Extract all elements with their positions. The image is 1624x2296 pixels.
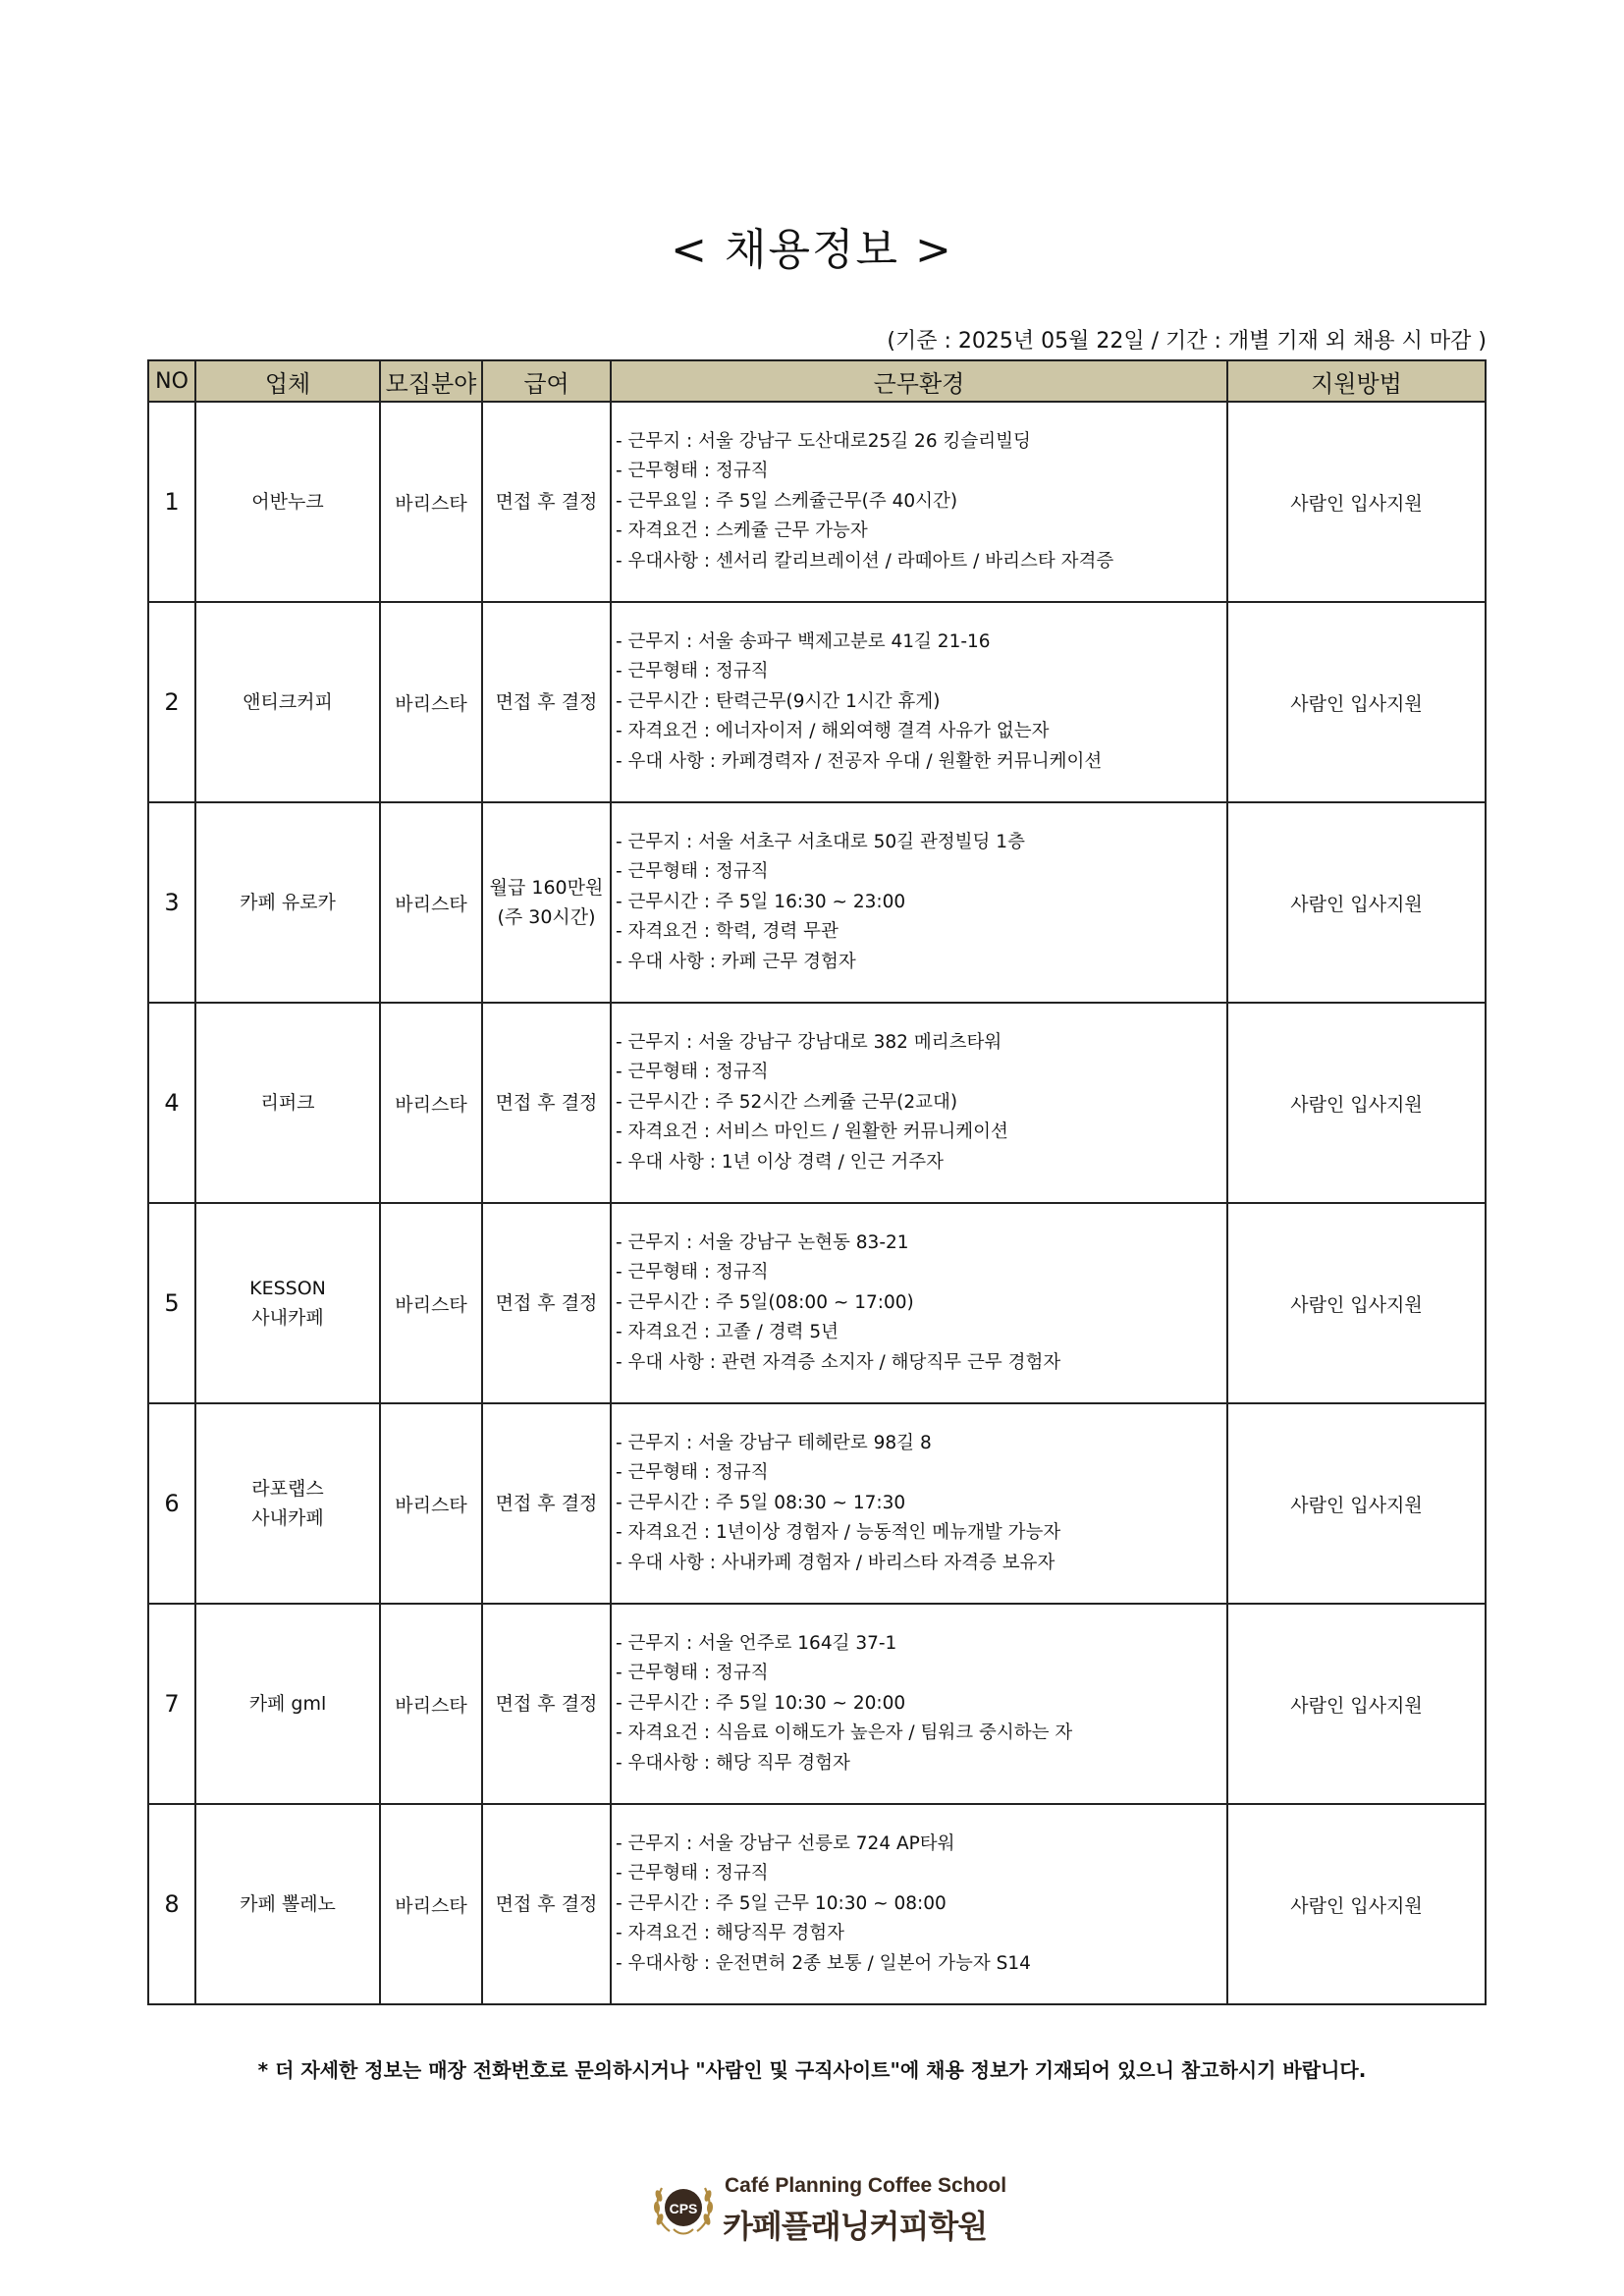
logo-name-en: Café Planning Coffee School — [725, 2174, 1007, 2197]
env-line: - 근무형태 : 정규직 — [616, 861, 769, 883]
salary — [482, 802, 611, 1003]
salary-line: 면접 후 결정 — [495, 491, 598, 513]
company-name — [195, 1804, 380, 2004]
recruit-field: 바리스타 — [380, 602, 482, 802]
apply-method: 사람인 입사지원 — [1227, 1604, 1486, 1804]
env-line: - 근무지 : 서울 서초구 서초대로 50길 관정빌딩 1층 — [616, 831, 1025, 852]
env-line: - 우대사항 : 운전면허 2종 보통 / 일본어 가능자 S14 — [616, 1952, 1031, 1974]
company-name-line: 사내카페 — [251, 1507, 324, 1529]
row-number: 4 — [148, 1003, 195, 1203]
work-environment — [611, 1003, 1227, 1203]
salary — [482, 1403, 611, 1604]
recruit-field: 바리스타 — [380, 802, 482, 1003]
company-name-line: 카페 gml — [248, 1693, 327, 1715]
env-line: - 우대사항 : 센서리 칼리브레이션 / 라떼아트 / 바리스타 자격증 — [616, 550, 1114, 572]
salary — [482, 1804, 611, 2004]
salary — [482, 402, 611, 602]
company-name — [195, 1403, 380, 1604]
salary-line: 면접 후 결정 — [495, 1693, 598, 1715]
company-name-line: 사내카페 — [251, 1307, 324, 1329]
work-environment — [611, 1604, 1227, 1804]
company-name — [195, 802, 380, 1003]
row-number: 6 — [148, 1403, 195, 1604]
salary-line: 면접 후 결정 — [495, 1893, 598, 1915]
col-header-company: 업체 — [195, 360, 380, 402]
company-name-line: KESSON — [249, 1278, 326, 1299]
env-line: - 자격요건 : 서비스 마인드 / 원활한 커뮤니케이션 — [616, 1121, 1008, 1143]
env-line: - 근무지 : 서울 강남구 논현동 83-21 — [616, 1231, 909, 1253]
row-number: 1 — [148, 402, 195, 602]
env-line: - 근무시간 : 주 5일 16:30 ~ 23:00 — [616, 891, 906, 912]
company-name — [195, 1203, 380, 1403]
company-name-line: 앤티크커피 — [243, 691, 333, 713]
logo-name-ko: 카페플래닝커피학원 — [723, 2208, 988, 2245]
job-table — [147, 359, 1487, 2005]
col-header-field: 모집분야 — [380, 360, 482, 402]
env-line: - 우대 사항 : 카페경력자 / 전공자 우대 / 원활한 커뮤니케이션 — [616, 750, 1103, 772]
env-line: - 근무형태 : 정규직 — [616, 461, 769, 482]
work-environment — [611, 802, 1227, 1003]
company-name-line: 카페 뽈레노 — [240, 1893, 336, 1915]
env-line: - 자격요건 : 해당직무 경험자 — [616, 1923, 845, 1944]
env-line: - 근무시간 : 주 5일 10:30 ~ 20:00 — [616, 1692, 906, 1714]
env-line: - 근무시간 : 주 5일 08:30 ~ 17:30 — [616, 1492, 906, 1513]
salary-line: 면접 후 결정 — [495, 1292, 598, 1314]
table-row — [148, 1203, 1486, 1403]
env-line: - 근무시간 : 주 52시간 스케쥴 근무(2교대) — [616, 1091, 958, 1113]
page-title: < 채용정보 > — [671, 225, 953, 275]
salary-line: (주 30시간) — [497, 906, 596, 928]
school-logo — [650, 2168, 1007, 2247]
col-header-no: NO — [148, 360, 195, 402]
env-line: - 자격요건 : 식음료 이해도가 높은자 / 팀워크 중시하는 자 — [616, 1722, 1073, 1744]
company-name — [195, 1003, 380, 1203]
table-row — [148, 1403, 1486, 1604]
recruit-field: 바리스타 — [380, 1804, 482, 2004]
env-line: - 우대 사항 : 관련 자격증 소지자 / 해당직무 근무 경험자 — [616, 1351, 1061, 1373]
company-name — [195, 602, 380, 802]
env-line: - 우대 사항 : 1년 이상 경력 / 인근 거주자 — [616, 1151, 945, 1173]
row-number: 2 — [148, 602, 195, 802]
recruit-field: 바리스타 — [380, 1403, 482, 1604]
apply-method: 사람인 입사지원 — [1227, 1804, 1486, 2004]
table-row — [148, 802, 1486, 1003]
recruit-field: 바리스타 — [380, 1203, 482, 1403]
env-line: - 근무형태 : 정규직 — [616, 1863, 769, 1885]
salary-line: 면접 후 결정 — [495, 1092, 598, 1114]
env-line: - 우대 사항 : 사내카페 경험자 / 바리스타 자격증 보유자 — [616, 1552, 1056, 1573]
env-line: - 근무시간 : 주 5일(08:00 ~ 17:00) — [616, 1291, 914, 1313]
company-name — [195, 402, 380, 602]
env-line: - 근무형태 : 정규직 — [616, 1462, 769, 1484]
row-number: 7 — [148, 1604, 195, 1804]
salary — [482, 1003, 611, 1203]
table-row — [148, 602, 1486, 802]
env-line: - 자격요건 : 스케쥴 근무 가능자 — [616, 520, 868, 542]
env-line: - 근무지 : 서울 강남구 강남대로 382 메리츠타워 — [616, 1031, 1002, 1053]
env-line: - 우대 사항 : 카페 근무 경험자 — [616, 951, 856, 972]
work-environment — [611, 1804, 1227, 2004]
table-row — [148, 402, 1486, 602]
salary — [482, 1604, 611, 1804]
env-line: - 자격요건 : 고졸 / 경력 5년 — [616, 1322, 839, 1343]
work-environment — [611, 1403, 1227, 1604]
salary — [482, 1203, 611, 1403]
table-row — [148, 1604, 1486, 1804]
env-line: - 자격요건 : 학력, 경력 무관 — [616, 921, 839, 943]
salary — [482, 602, 611, 802]
recruit-field: 바리스타 — [380, 1604, 482, 1804]
env-line: - 근무지 : 서울 강남구 테헤란로 98길 8 — [616, 1432, 932, 1453]
env-line: - 근무형태 : 정규직 — [616, 1663, 769, 1684]
work-environment — [611, 602, 1227, 802]
row-number: 8 — [148, 1804, 195, 2004]
env-line: - 근무형태 : 정규직 — [616, 661, 769, 683]
basis-note: (기준 : 2025년 05월 22일 / 기간 : 개별 기재 외 채용 시 마감 ) — [887, 329, 1487, 354]
row-number: 5 — [148, 1203, 195, 1403]
apply-method: 사람인 입사지원 — [1227, 1003, 1486, 1203]
env-line: - 근무형태 : 정규직 — [616, 1262, 769, 1284]
logo-mark-text: CPS — [669, 2201, 698, 2216]
env-line: - 근무시간 : 탄력근무(9시간 1시간 휴게) — [616, 690, 941, 712]
col-header-env: 근무환경 — [611, 360, 1227, 402]
row-number: 3 — [148, 802, 195, 1003]
recruit-field: 바리스타 — [380, 1003, 482, 1203]
env-line: - 근무지 : 서울 강남구 선릉로 724 AP타워 — [616, 1832, 955, 1854]
salary-line: 면접 후 결정 — [495, 1493, 598, 1514]
laurel-emblem-icon — [650, 2170, 717, 2241]
table-header-row — [148, 360, 1486, 402]
col-header-salary: 급여 — [482, 360, 611, 402]
company-name-line: 카페 유로카 — [240, 892, 336, 913]
env-line: - 자격요건 : 1년이상 경험자 / 능동적인 메뉴개발 가능자 — [616, 1522, 1061, 1544]
apply-method: 사람인 입사지원 — [1227, 802, 1486, 1003]
env-line: - 근무형태 : 정규직 — [616, 1062, 769, 1083]
col-header-apply: 지원방법 — [1227, 360, 1486, 402]
table-row — [148, 1003, 1486, 1203]
company-name-line: 라포랩스 — [251, 1478, 324, 1500]
apply-method: 사람인 입사지원 — [1227, 402, 1486, 602]
env-line: - 근무지 : 서울 송파구 백제고분로 41길 21-16 — [616, 630, 991, 652]
recruit-field: 바리스타 — [380, 402, 482, 602]
table-row — [148, 1804, 1486, 2004]
company-name — [195, 1604, 380, 1804]
work-environment — [611, 1203, 1227, 1403]
apply-method: 사람인 입사지원 — [1227, 602, 1486, 802]
env-line: - 근무지 : 서울 강남구 도산대로25길 26 킹슬리빌딩 — [616, 430, 1031, 452]
env-line: - 근무요일 : 주 5일 스케쥴근무(주 40시간) — [616, 490, 958, 512]
env-line: - 자격요건 : 에너자이저 / 해외여행 결격 사유가 없는자 — [616, 721, 1050, 742]
footnote: * 더 자세한 정보는 매장 전화번호로 문의하시거나 "사람인 및 구직사이트"에 채용 정보가 기재되어 있으니 참고하시기 바랍니다. — [257, 2058, 1367, 2082]
env-line: - 우대사항 : 해당 직무 경험자 — [616, 1752, 850, 1774]
env-line: - 근무시간 : 주 5일 근무 10:30 ~ 08:00 — [616, 1892, 947, 1914]
company-name-line: 리퍼크 — [260, 1092, 315, 1114]
salary-line: 면접 후 결정 — [495, 691, 598, 713]
apply-method: 사람인 입사지원 — [1227, 1403, 1486, 1604]
apply-method: 사람인 입사지원 — [1227, 1203, 1486, 1403]
salary-line: 월급 160만원 — [489, 877, 604, 899]
company-name-line: 어반누크 — [251, 491, 324, 513]
env-line: - 근무지 : 서울 언주로 164길 37-1 — [616, 1632, 897, 1654]
work-environment — [611, 402, 1227, 602]
